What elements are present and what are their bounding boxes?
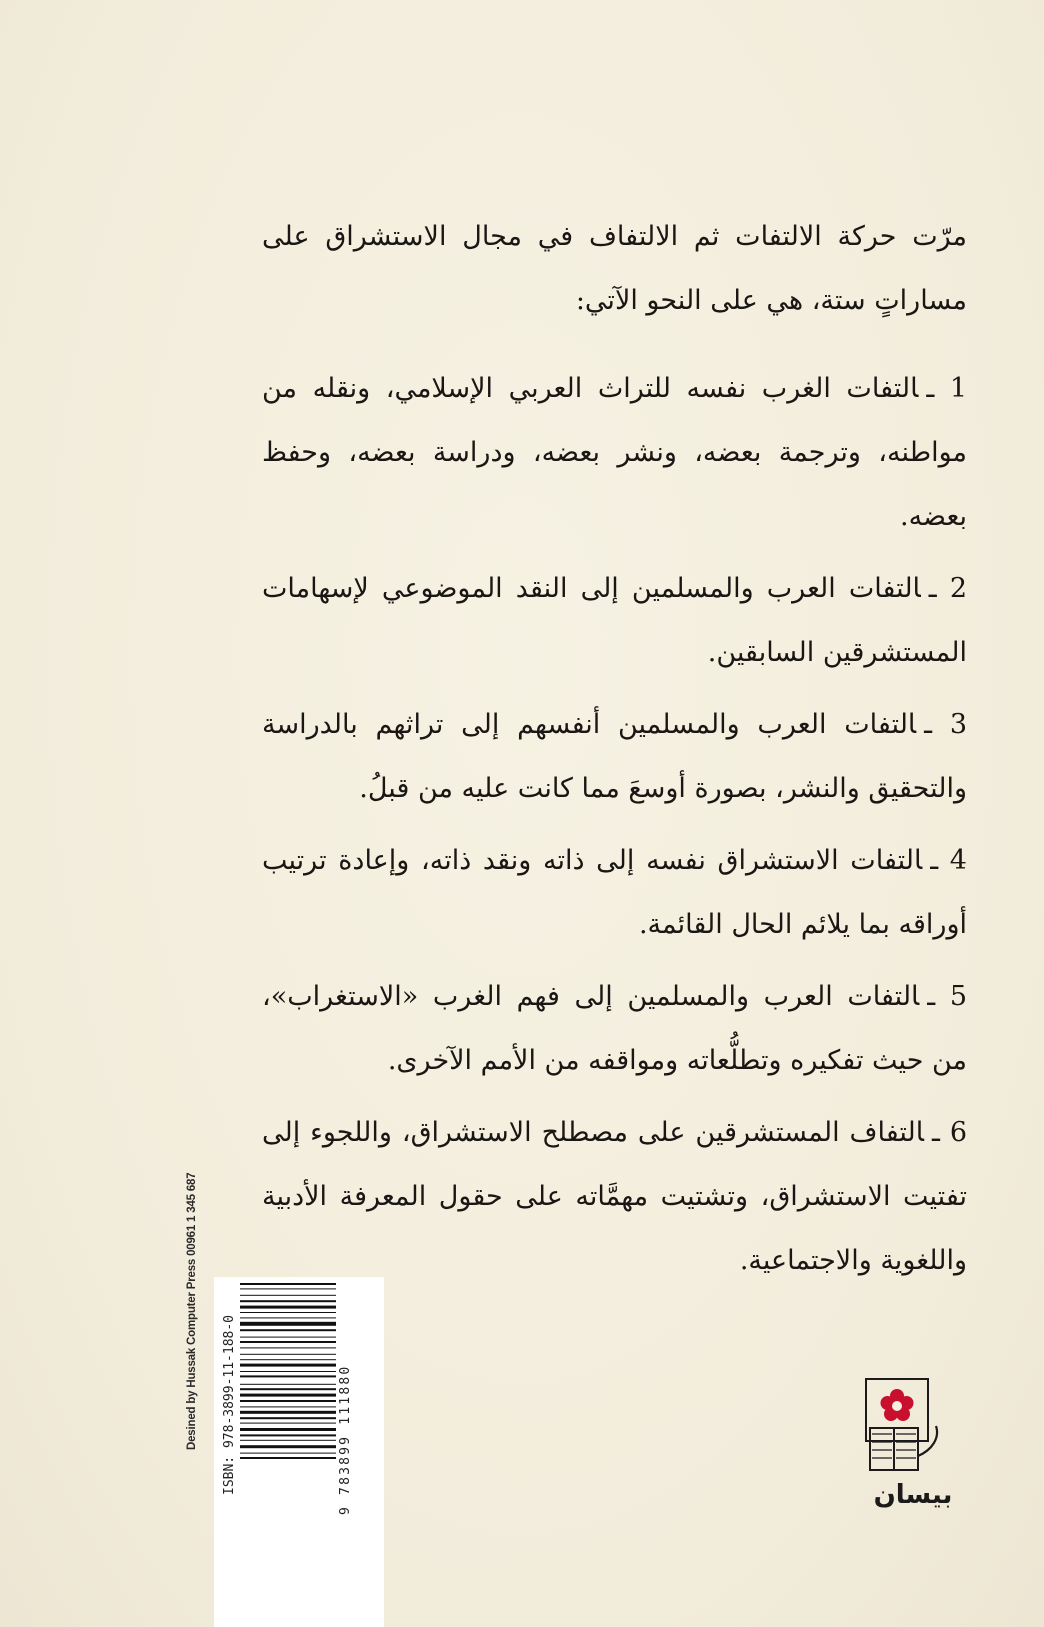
barcode-bar	[240, 1394, 336, 1397]
barcode-bar	[240, 1445, 336, 1448]
item-text: التفات العرب والمسلمين إلى فهم الغرب «الاستغراب»، من حيث تفكيره وتطلُّعاته ومواقفه من الأمم الآخرى.	[262, 981, 967, 1076]
list-item	[262, 557, 967, 685]
barcode-bar	[240, 1341, 336, 1343]
list-item	[262, 1101, 967, 1293]
barcode-bar	[240, 1434, 336, 1436]
item-number: 3 ـ	[924, 709, 967, 740]
barcode-bar	[240, 1406, 336, 1407]
barcode-bar	[240, 1423, 336, 1424]
barcode-bar	[240, 1347, 336, 1348]
barcode-bar	[240, 1300, 336, 1302]
item-number: 1 ـ	[926, 373, 967, 404]
list-item	[262, 693, 967, 821]
barcode-bar	[240, 1359, 336, 1360]
item-text: التفات الغرب نفسه للتراث العربي الإسلامي، ونقله من مواطنه، وترجمة بعضه، ونشر بعضه، ودراسة بعضه، وحفظ بعضه.	[262, 373, 967, 532]
item-text: التفات العرب والمسلمين إلى النقد الموضوعي لإسهامات المستشرقين السابقين.	[262, 573, 967, 668]
barcode-bar	[240, 1440, 336, 1441]
barcode-bar	[240, 1457, 336, 1459]
barcode-bars	[240, 1283, 336, 1523]
barcode-bar	[240, 1306, 336, 1309]
barcode-bar	[240, 1288, 336, 1289]
barcode-bar	[240, 1354, 336, 1355]
barcode-bar	[240, 1417, 336, 1419]
list-item	[262, 829, 967, 957]
barcode-bar	[240, 1322, 336, 1326]
barcode-bar	[240, 1312, 336, 1313]
barcode-bar	[240, 1283, 336, 1285]
barcode-bar	[240, 1375, 336, 1377]
barcode-bar	[240, 1317, 336, 1318]
barcode-bar	[240, 1295, 336, 1296]
item-number: 5 ـ	[927, 981, 967, 1012]
list-item	[262, 965, 967, 1093]
barcode-bar	[240, 1371, 336, 1372]
publisher-logo-icon	[852, 1378, 962, 1478]
item-text: التفات العرب والمسلمين أنفسهم إلى تراثهم بالدراسة والتحقيق والنشر، بصورة أوسعَ مما كانت عليه من قبلُ.	[262, 709, 967, 804]
isbn-text: ISBN: 978-3899-11-188-0	[222, 1314, 237, 1495]
publisher-name: بيسان	[873, 1480, 953, 1510]
blurb-text	[262, 205, 967, 1301]
barcode-bar	[240, 1411, 336, 1414]
barcode-bar	[240, 1453, 336, 1454]
item-number: 2 ـ	[928, 573, 967, 604]
designer-credit: Desined by Hussak Computer Press 00961 1 345 687	[186, 1172, 198, 1450]
item-text: التفاف المستشرقين على مصطلح الاستشراق، واللجوء إلى تفتيت الاستشراق، وتشتيت مهمَّاته على حقول المعرفة الأدبية واللغوية والاجتماعية.	[262, 1117, 967, 1276]
barcode-digits: 9 783899 111880	[338, 1364, 353, 1515]
item-text: التفات الاستشراق نفسه إلى ذاته ونقد ذاته، وإعادة ترتيب أوراقه بما يلائم الحال القائمة.	[262, 845, 967, 940]
barcode-bar	[240, 1428, 336, 1431]
intro-paragraph: مرّت حركة الالتفات ثم الالتفاف في مجال الاستشراق على مساراتٍ ستة، هي على النحو الآتي:	[262, 221, 967, 316]
barcode-bar	[240, 1388, 336, 1390]
item-number: 4 ـ	[930, 845, 967, 876]
barcode-bar	[240, 1400, 336, 1402]
barcode-bar	[240, 1337, 336, 1338]
list-item	[262, 357, 967, 549]
barcode-bar	[240, 1329, 336, 1331]
barcode-bar	[240, 1364, 336, 1367]
barcode-bar	[240, 1384, 336, 1385]
item-number: 6 ـ	[931, 1117, 967, 1148]
